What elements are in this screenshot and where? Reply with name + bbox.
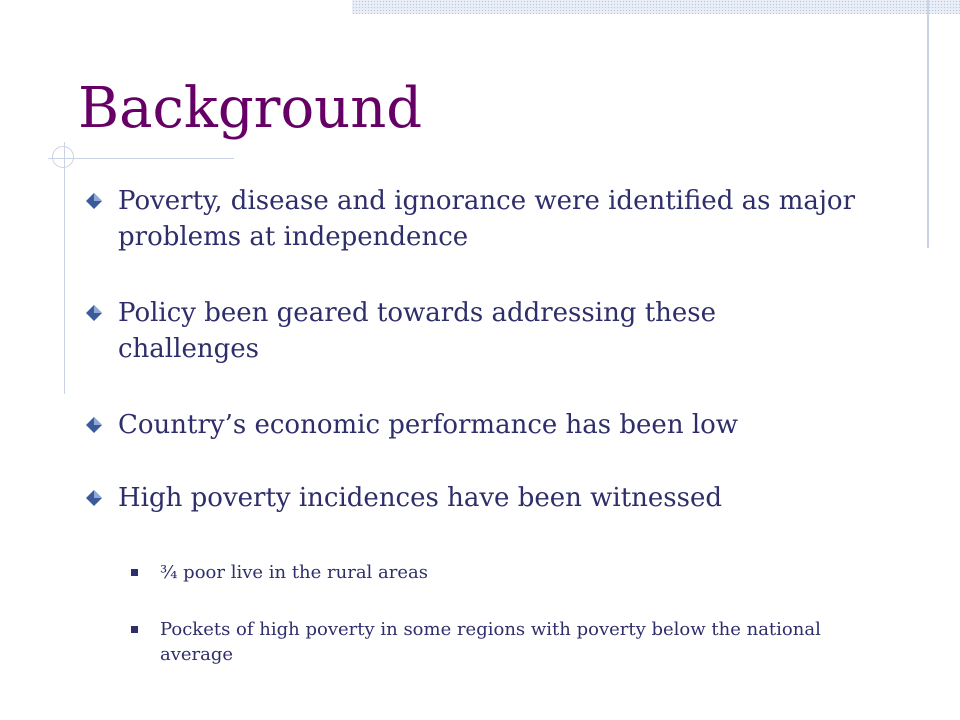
bullet-item: High poverty incidences have been witnessed (118, 483, 722, 513)
decorative-horizontal-line (48, 158, 234, 159)
diamond-bullet-icon (86, 193, 102, 209)
decorative-left-line (64, 142, 65, 394)
bullet-item: Poverty, disease and ignorance were identified as major problems at independence (118, 186, 856, 252)
square-bullet-icon (131, 626, 138, 633)
sub-bullet-item: ¾ poor live in the rural areas (160, 562, 428, 583)
square-bullet-icon (131, 569, 138, 576)
sub-bullet-item: Pockets of high poverty in some regions with poverty below the national average (160, 619, 821, 665)
diamond-bullet-icon (86, 305, 102, 321)
decorative-vertical-line (927, 0, 929, 248)
slide-title: Background (78, 76, 423, 141)
bullet-item: Country’s economic performance has been low (118, 410, 739, 440)
diamond-bullet-icon (86, 417, 102, 433)
decorative-circle (52, 146, 74, 168)
bullet-item: Policy been geared towards addressing these challenges (118, 298, 717, 364)
dotted-header-band (352, 0, 960, 14)
diamond-bullet-icon (86, 490, 102, 506)
